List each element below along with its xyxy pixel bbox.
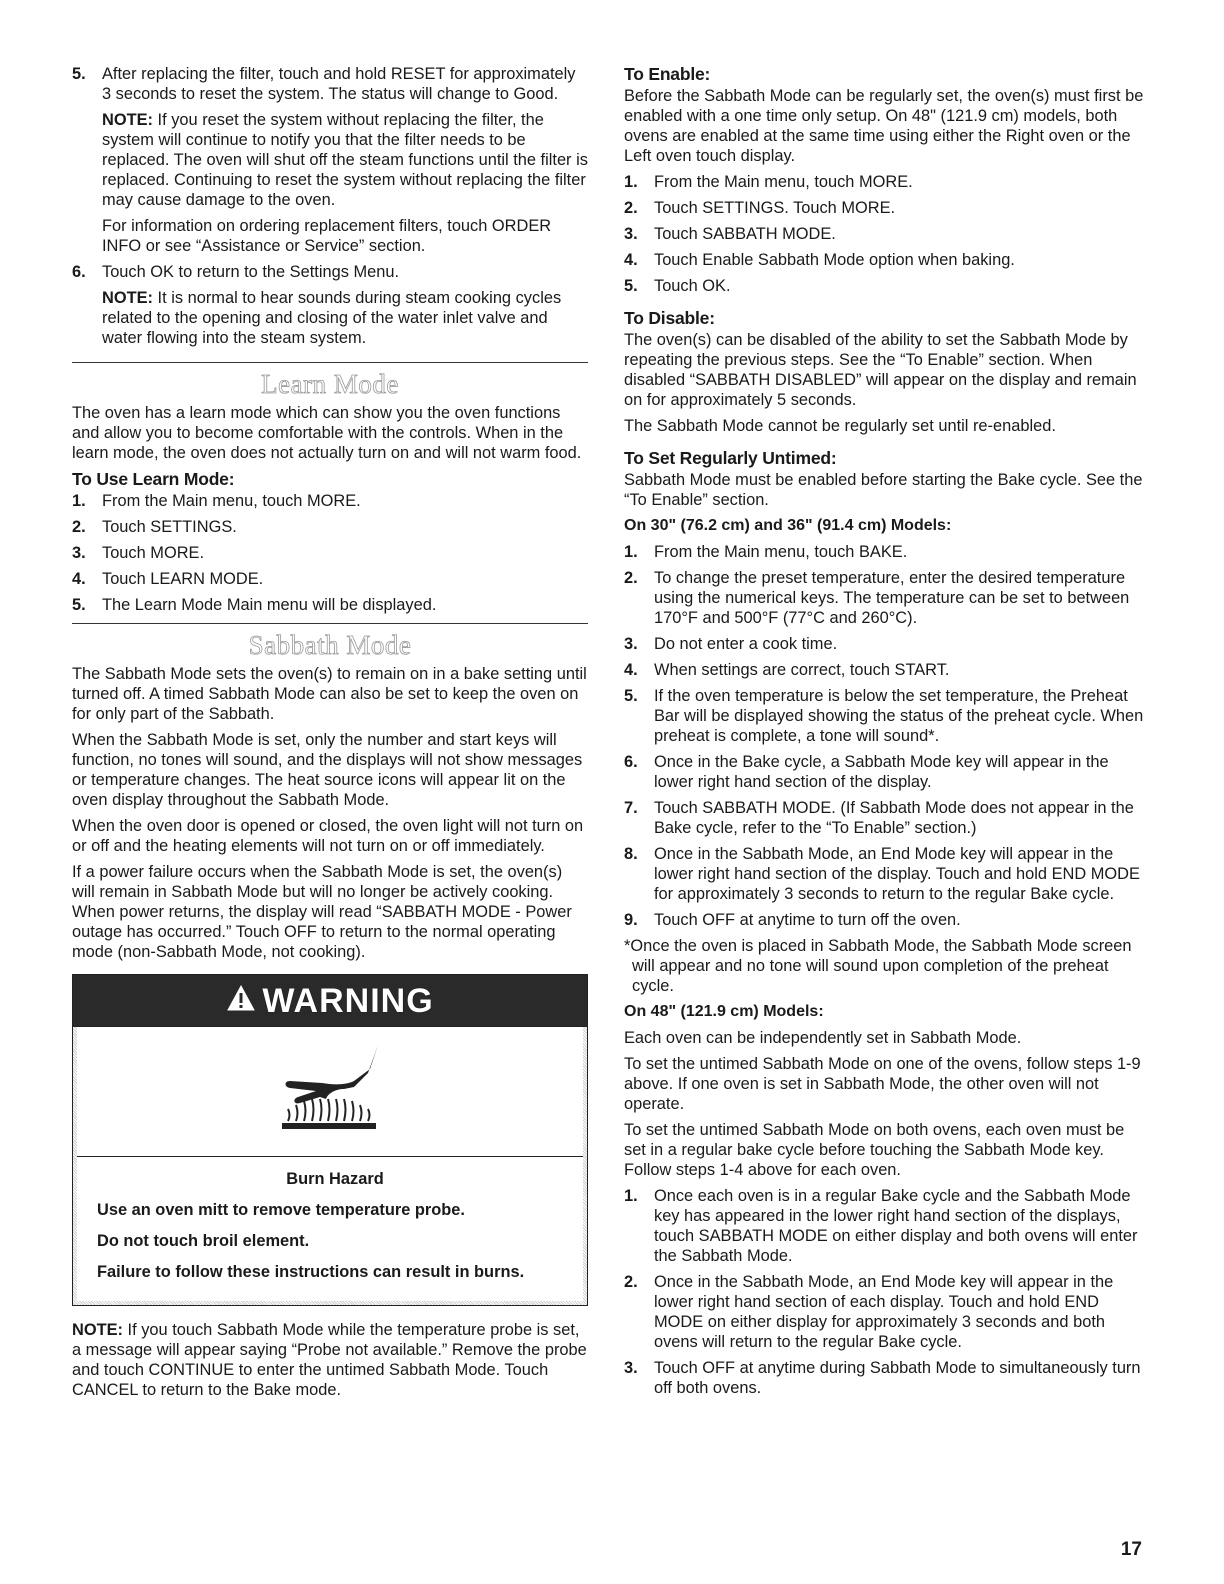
- step-number: 1.: [624, 173, 638, 191]
- list-item: [624, 568, 1144, 628]
- models-30-36-subhead: On 30" (76.2 cm) and 36" (91.4 cm) Models:: [624, 517, 952, 534]
- step-text: Touch SETTINGS.: [102, 518, 237, 536]
- step-number: 8.: [624, 845, 638, 863]
- right-column: [624, 64, 1144, 1404]
- step-number: 2.: [624, 199, 638, 217]
- note-text: If you touch Sabbath Mode while the temperature probe is set, a message will appear saying “Probe not available.” Remove the probe and touch CONTINUE to enter the untimed Sabbath Mode. Touch CANCEL to return to the Bake mode.: [72, 1321, 587, 1399]
- step-number: 3.: [624, 225, 638, 243]
- step-number: 1.: [624, 543, 638, 561]
- step-number: 5.: [72, 596, 86, 614]
- step-text: Once in the Sabbath Mode, an End Mode key will appear in the lower right hand section of the display. Touch and hold END MODE for approximately 3 seconds to return to the regular Bake cycle.: [654, 845, 1140, 903]
- list-item: [72, 491, 588, 511]
- footnote: [624, 936, 1144, 996]
- disable-heading: To Disable:: [624, 308, 715, 328]
- section-divider: [72, 362, 588, 363]
- step-text: If the oven temperature is below the set temperature, the Preheat Bar will be displayed showing the status of the preheat cycle. When preheat is complete, a tone will sound*.: [654, 687, 1144, 745]
- list-item: [624, 224, 1144, 244]
- step-text: Once in the Bake cycle, a Sabbath Mode key will appear in the lower right hand section of the display.: [654, 753, 1109, 791]
- step-text: When settings are correct, touch START.: [654, 661, 950, 679]
- page-number: 17: [1120, 1539, 1142, 1560]
- list-item: [624, 660, 1144, 680]
- note-label: NOTE:: [102, 111, 153, 129]
- warning-triangle-icon: [226, 984, 256, 1017]
- step-text: Once in the Sabbath Mode, an End Mode key will appear in the lower right hand section of each display. Touch and hold END MODE on either display for approximately 3 seconds and both ovens will return to the regular Bake cycle.: [654, 1273, 1114, 1351]
- step-number: 5.: [624, 687, 638, 705]
- list-item: [624, 910, 1144, 930]
- list-item: [624, 798, 1144, 838]
- list-item: [624, 1358, 1144, 1398]
- models-48-paragraph: Each oven can be independently set in Sabbath Mode.: [624, 1029, 1022, 1047]
- footnote-text: *Once the oven is placed in Sabbath Mode, the Sabbath Mode screen will appear and no tone will sound upon completion of the preheat cycle.: [624, 937, 1132, 995]
- step-number: 4.: [72, 570, 86, 588]
- learn-mode-title: Learn Mode: [261, 369, 399, 399]
- filter-steps-list: [72, 64, 588, 348]
- step-text: Touch OK.: [654, 277, 731, 295]
- warning-line: Failure to follow these instructions can result in burns.: [97, 1263, 525, 1281]
- list-item: [624, 1272, 1144, 1352]
- warning-box: [72, 974, 588, 1306]
- learn-subhead: To Use Learn Mode:: [72, 469, 235, 489]
- step-number: 2.: [72, 518, 86, 536]
- step-number: 1.: [72, 492, 86, 510]
- step-text: Touch SABBATH MODE. (If Sabbath Mode does not appear in the Bake cycle, refer to the “To Enable” section.): [654, 799, 1134, 837]
- step-text: Do not enter a cook time.: [654, 635, 838, 653]
- note-label: NOTE:: [72, 1321, 123, 1339]
- step-number: 5.: [72, 65, 86, 83]
- warning-header: [73, 975, 587, 1027]
- learn-steps-list: [72, 491, 588, 615]
- step-text: From the Main menu, touch MORE.: [654, 173, 913, 191]
- list-item: [624, 172, 1144, 192]
- enable-intro: Before the Sabbath Mode can be regularly set, the oven(s) must first be enabled with a one time only setup. On 48" (121.9 cm) models, both ovens are enabled at the same time using either the Right oven or the Left oven touch display.: [624, 87, 1144, 165]
- step-text: To change the preset temperature, enter the desired temperature using the numerical keys. The temperature can be set to between 170°F and 500°F (77°C and 260°C).: [654, 569, 1130, 627]
- list-item: [72, 517, 588, 537]
- step-extra: For information on ordering replacement filters, touch ORDER INFO or see “Assistance or Service” section.: [102, 217, 552, 255]
- learn-intro: The oven has a learn mode which can show you the oven functions and allow you to become comfortable with the controls. When in the learn mode, the oven does not actually turn on and will not warm food.: [72, 404, 582, 462]
- list-item: [72, 595, 588, 615]
- list-item: [72, 64, 588, 256]
- step-number: 2.: [624, 1273, 638, 1291]
- list-item: [624, 634, 1144, 654]
- step-number: 1.: [624, 1187, 638, 1205]
- models-48-paragraph: To set the untimed Sabbath Mode on both ovens, each oven must be set in a regular bake cycle before touching the Sabbath Mode key. Follow steps 1-4 above for each oven.: [624, 1121, 1125, 1179]
- list-item: [72, 262, 588, 348]
- step-text: The Learn Mode Main menu will be displayed.: [102, 596, 437, 614]
- sabbath-mode-title: Sabbath Mode: [248, 630, 412, 660]
- list-item: [624, 1186, 1144, 1266]
- step-number: 3.: [624, 635, 638, 653]
- step-text: After replacing the filter, touch and hold RESET for approximately 3 seconds to reset the system. The status will change to Good.: [102, 65, 576, 103]
- warning-title: WARNING: [262, 981, 434, 1020]
- enable-steps-list: [624, 172, 1144, 296]
- step-text: Touch MORE.: [102, 544, 205, 562]
- step-number: 6.: [72, 263, 86, 281]
- sabbath-paragraph: The Sabbath Mode sets the oven(s) to remain on in a bake setting until turned off. A timed Sabbath Mode can also be set to keep the oven on for only part of the Sabbath.: [72, 665, 587, 723]
- sabbath-paragraph: When the Sabbath Mode is set, only the number and start keys will function, no tones will sound, and the displays will not show messages or temperature changes. The heat source icons will appear lit on the oven display throughout the Sabbath Mode.: [72, 731, 583, 809]
- untimed-heading: To Set Regularly Untimed:: [624, 448, 837, 468]
- step-number: 3.: [72, 544, 86, 562]
- sabbath-paragraph: When the oven door is opened or closed, the oven light will not turn on or off and the heating elements will not turn on or off immediately.: [72, 817, 584, 855]
- list-item: [624, 250, 1144, 270]
- step-number: 4.: [624, 661, 638, 679]
- step-number: 5.: [624, 277, 638, 295]
- section-divider: [72, 623, 588, 624]
- step-text: From the Main menu, touch BAKE.: [654, 543, 908, 561]
- list-item: [624, 542, 1144, 562]
- disable-paragraph: The Sabbath Mode cannot be regularly set until re-enabled.: [624, 417, 1056, 435]
- list-item: [624, 752, 1144, 792]
- note-text: It is normal to hear sounds during steam cooking cycles related to the opening and closing of the water inlet valve and water flowing into the steam system.: [102, 289, 562, 347]
- burn-hazard-hand-icon: [270, 1041, 390, 1142]
- step-text: Touch Enable Sabbath Mode option when baking.: [654, 251, 1015, 269]
- step-text: Touch OK to return to the Settings Menu.: [102, 263, 400, 281]
- note-text: If you reset the system without replacing the filter, the system will continue to notify you that the filter needs to be replaced. The oven will shut off the steam functions until the filter is replaced. Continuing to reset the system without replacing the filter may cause damage to the oven.: [102, 111, 588, 209]
- step-text: Touch OFF at anytime during Sabbath Mode to simultaneously turn off both ovens.: [654, 1359, 1141, 1397]
- list-item: [72, 543, 588, 563]
- disable-paragraph: The oven(s) can be disabled of the ability to set the Sabbath Mode by repeating the previous steps. See the “To Enable” section. When disabled “SABBATH DISABLED” will appear on the display and remain on for approximately 5 seconds.: [624, 331, 1137, 409]
- list-item: [624, 276, 1144, 296]
- warning-content: [77, 1027, 583, 1301]
- enable-heading: To Enable:: [624, 64, 711, 84]
- step-number: 6.: [624, 753, 638, 771]
- warning-line: Do not touch broil element.: [97, 1232, 310, 1250]
- hazard-title: Burn Hazard: [286, 1170, 384, 1188]
- warning-text: [77, 1157, 583, 1301]
- step-text: Touch SABBATH MODE.: [654, 225, 836, 243]
- list-item: [624, 844, 1144, 904]
- step-number: 3.: [624, 1359, 638, 1377]
- step-text: From the Main menu, touch MORE.: [102, 492, 361, 510]
- note-label: NOTE:: [102, 289, 153, 307]
- step-number: 4.: [624, 251, 638, 269]
- step-note: [102, 110, 588, 210]
- untimed-30-steps-list: [624, 542, 1144, 930]
- probe-note: [72, 1320, 588, 1400]
- step-number: 2.: [624, 569, 638, 587]
- list-item: [72, 569, 588, 589]
- list-item: [624, 686, 1144, 746]
- step-text: Once each oven is in a regular Bake cycle and the Sabbath Mode key has appeared in the lower right hand section of the displays, touch SABBATH MODE on either display and both ovens will enter the Sabbath Mode.: [654, 1187, 1138, 1265]
- step-number: 9.: [624, 911, 638, 929]
- step-text: Touch OFF at anytime to turn off the oven.: [654, 911, 961, 929]
- warning-line: Use an oven mitt to remove temperature probe.: [97, 1201, 465, 1219]
- burn-hazard-icon-row: [77, 1027, 583, 1157]
- untimed-intro: Sabbath Mode must be enabled before starting the Bake cycle. See the “To Enable” section.: [624, 471, 1143, 509]
- sabbath-paragraph: If a power failure occurs when the Sabbath Mode is set, the oven(s) will remain in Sabbath Mode but will no longer be actively cooking. When power returns, the display will read “SABBATH MODE - Power outage has occurred.” Touch OFF to return to the normal operating mode (non-Sabbath Mode, not cooking).: [72, 863, 572, 961]
- step-note: [102, 288, 588, 348]
- models-48-subhead: On 48" (121.9 cm) Models:: [624, 1003, 824, 1020]
- list-item: [624, 198, 1144, 218]
- models-48-paragraph: To set the untimed Sabbath Mode on one of the ovens, follow steps 1-9 above. If one oven is set in Sabbath Mode, the other oven will not operate.: [624, 1055, 1141, 1113]
- step-text: Touch LEARN MODE.: [102, 570, 264, 588]
- step-number: 7.: [624, 799, 638, 817]
- left-column: [72, 64, 588, 1406]
- untimed-48-steps-list: [624, 1186, 1144, 1398]
- step-text: Touch SETTINGS. Touch MORE.: [654, 199, 896, 217]
